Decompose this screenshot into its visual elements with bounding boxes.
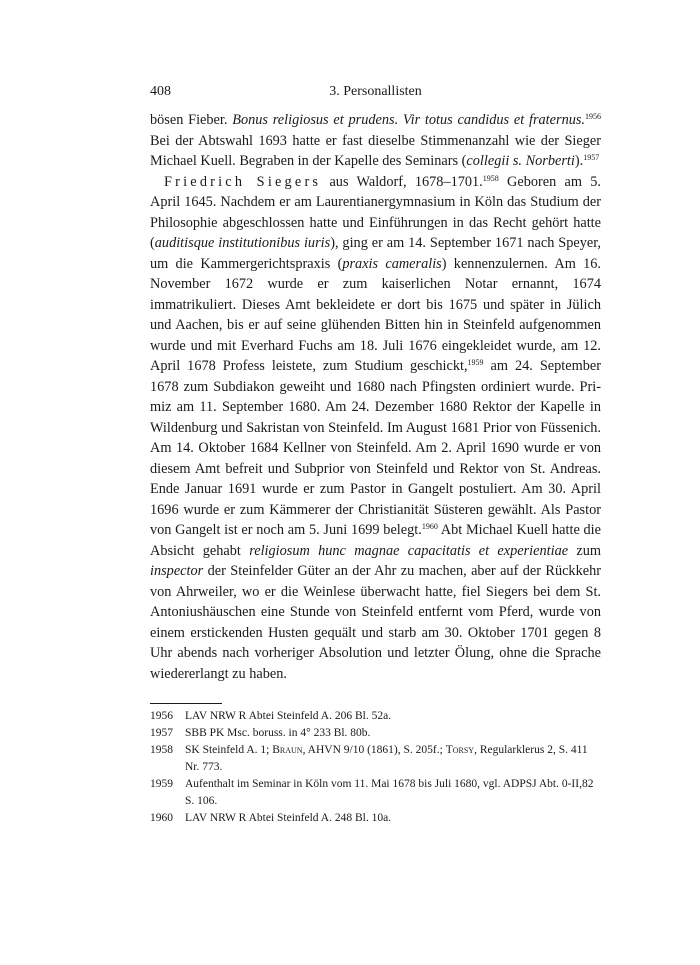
latin-quote: religiosum hunc magnae capacitatis et experientiae: [249, 542, 569, 559]
footnote-1957: [150, 725, 601, 742]
text-run: , AHVN 9/10 (1861), S. 205f.;: [302, 744, 446, 756]
footnote-text: [185, 742, 601, 776]
footnote-number: 1959: [150, 778, 173, 790]
text-run: Abt Michael Kuell hatte die Absicht gehabt: [150, 522, 601, 559]
latin-term: inspector: [150, 563, 204, 579]
footnote-ref-1959[interactable]: 1959: [467, 358, 484, 367]
text-run: Bei der Abtswahl 1693 hatte er fast dieselbe Stimmenanzahl wie der Sieger Michael Kuell. Begraben in der Kapelle des Seminars (: [150, 132, 601, 169]
footnotes: [150, 708, 601, 827]
footnote-ref-1958[interactable]: 1958: [482, 173, 499, 183]
footnote-separator: [150, 703, 222, 704]
page-header: [150, 84, 601, 104]
footnote-text: LAV NRW R Abtei Steinfeld A. 248 Bl. 10a.: [185, 812, 392, 824]
footnote-1956: [150, 708, 601, 725]
footnote-number: 1958: [150, 744, 173, 756]
text-run: zum: [568, 542, 601, 559]
text-run: ), ging er am 14. September 1671 nach Speyer, um die Kammergerichtspraxis (: [150, 235, 602, 272]
latin-term: collegii s. Norberti: [466, 153, 575, 169]
text-run: , Regularklerus 2, S. 411 Nr. 773.: [185, 744, 588, 773]
person-name: Friedrich Siegers: [164, 173, 322, 190]
text-run: bösen Fieber.: [150, 112, 233, 128]
running-head: 3. Personallisten: [329, 84, 422, 99]
footnote-ref-1956[interactable]: 1956: [585, 112, 602, 121]
text-run: der Steinfelder Güter an der Ahr zu machen, aber auf der Rückkehr von Ahrweiler, wo er die Weinlese überwacht hatte, fiel Siegers bei dem St. Antoniushäuschen eine Stunde von Steinfeld entfernt vom Pferd, wurde von einem erstickenden Husten gequält und starb am 30. Oktober 1701 gegen 8 Uhr abends nach vorheriger Absolution und letzter Ölung, ohne die Sprache wiedererlangt zu haben.: [150, 563, 601, 682]
footnote-number: 1957: [150, 727, 173, 739]
author-name: Braun: [272, 744, 303, 756]
footnote-1959: [150, 776, 601, 810]
footnote-text: LAV NRW R Abtei Steinfeld A. 206 Bl. 52a.: [185, 710, 392, 722]
latin-term: praxis cameralis: [342, 255, 442, 272]
footnote-number: 1956: [150, 710, 173, 722]
author-name: Torsy: [445, 744, 475, 756]
text-run: Geboren am 5. April 1645. Nachdem er am Laurentianergymnasium in Köln das Studium der Philosophie abgeschlossen hatte und Einführungen in das Recht gehört hatte (: [150, 173, 601, 251]
footnote-text: SBB PK Msc. boruss. in 4° 233 Bl. 80b.: [185, 727, 371, 739]
paragraph-2: [150, 172, 601, 685]
paragraph-1: [150, 110, 601, 172]
footnote-text: Aufenthalt im Seminar in Köln vom 11. Mai 1678 bis Juli 1680, vgl. ADPSJ Abt. 0-II,82 S. 106.: [185, 778, 594, 807]
main-text: [150, 110, 601, 684]
footnote-ref-1957[interactable]: 1957: [583, 153, 600, 162]
text-run: ).: [574, 153, 584, 169]
latin-quote: Bonus religiosus et prudens. Vir totus candidus et fraternus.: [232, 112, 586, 128]
footnote-ref-1960[interactable]: 1960: [421, 522, 438, 531]
text-run: aus Waldorf, 1678–1701.: [321, 173, 483, 190]
page-number: 408: [150, 84, 171, 99]
footnote-1960: [150, 810, 601, 827]
footnote-1958: [150, 742, 601, 776]
text-run: am 24. September 1678 zum Subdiakon geweiht und 1680 nach Pfingsten ordiniert wurde. Primiz am 11. September 1680. Am 24. Dezember 1680 Rektor der Kapelle in Wildenburg und Sakristan von Steinfeld. Im August 1681 Prior von Füssenich. Am 14. Oktober 1684 Kellner von Steinfeld. Am 2. April 1690 wurde er von diesem Amt befreit und Subprior von Steinfeld und Rektor von St. Andreas. Ende Januar 1691 wurde er zum Pastor in Gangelt postuliert. Am 30. April 1696 wurde er zum Kämmerer der Christianität Süsteren gewählt. Als Pastor von Gangelt ist er noch am 5. Juni 1699 belegt.: [150, 358, 601, 538]
latin-term: auditisque institutionibus iuris: [154, 235, 331, 251]
text-run: ) kennenzulernen. Am 16. November 1672 wurde er zum kaiserlichen Notar ernannt, 1674 immatrikuliert. Dieses Amt bekleidete er dort bis 1675 und später in Jülich und Aachen, bis er auf seine glühenden Bitten hin in Steinfeld aufgenommen wurde und mit Everhard Fuchs am 18. Juli 1676 eingekleidet wurde, am 12. April 1678 Profess leistete, zum Studium geschickt,: [150, 255, 601, 374]
footnote-number: 1960: [150, 812, 173, 824]
text-run: SK Steinfeld A. 1;: [185, 744, 273, 756]
